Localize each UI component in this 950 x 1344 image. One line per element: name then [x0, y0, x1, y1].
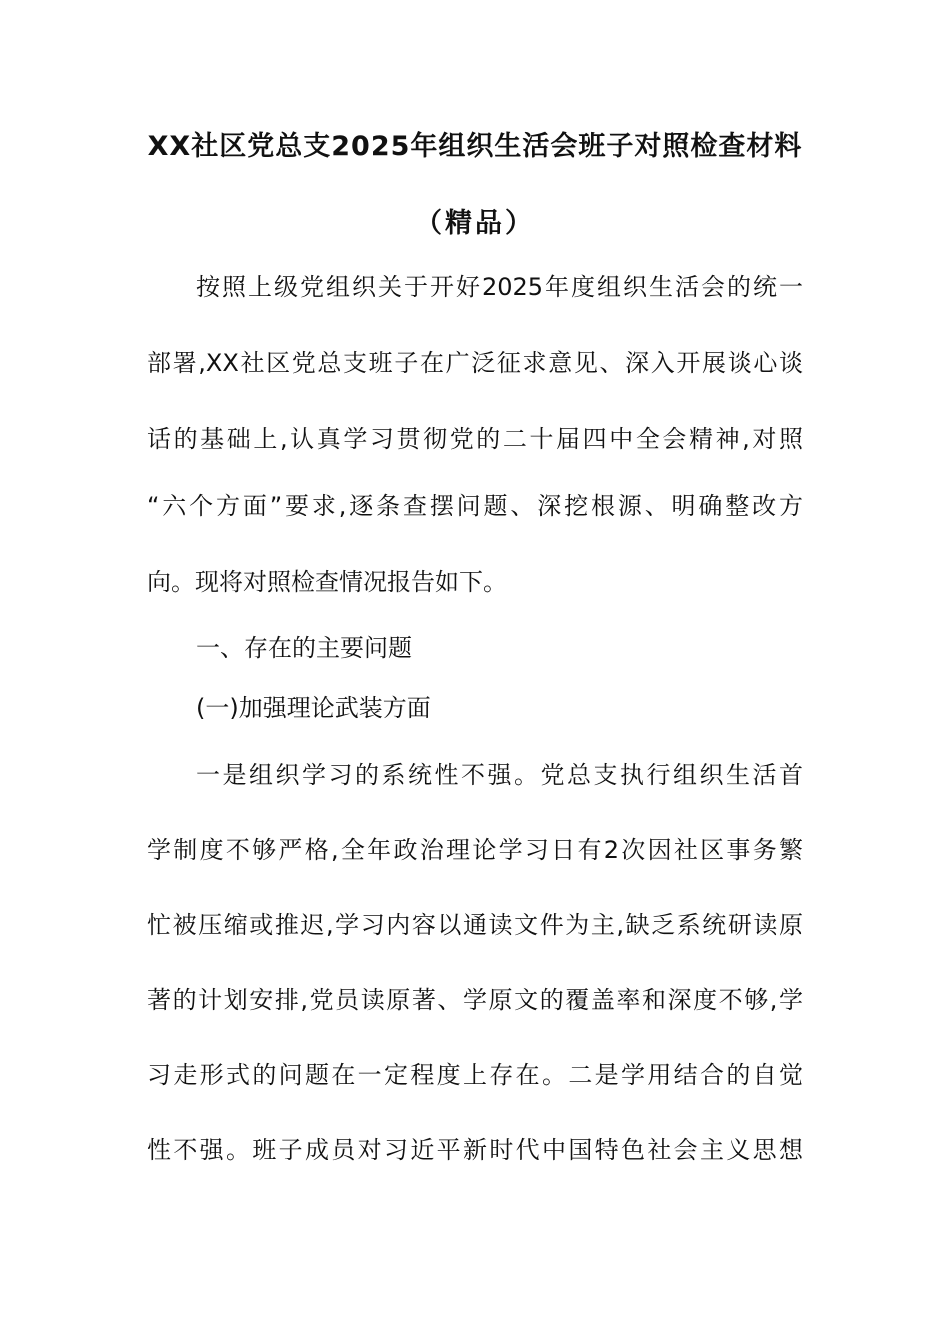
- paragraph-line: 忙被压缩或推迟,学习内容以通读文件为主,缺乏系统研读原: [147, 911, 803, 939]
- section-heading: 一、存在的主要问题: [196, 634, 412, 662]
- paragraph-line: 习走形式的问题在一定程度上存在。二是学用结合的自觉: [147, 1061, 803, 1089]
- document-subtitle: （精品）: [415, 208, 535, 239]
- subsection-heading: (一)加强理论武装方面: [196, 694, 431, 722]
- paragraph-line: 部署,XX社区党总支班子在广泛征求意见、深入开展谈心谈: [147, 349, 803, 377]
- paragraph-line: 按照上级党组织关于开好2025年度组织生活会的统一: [196, 273, 803, 301]
- paragraph-line: 著的计划安排,党员读原著、学原文的覆盖率和深度不够,学: [147, 986, 803, 1014]
- document-title: XX社区党总支2025年组织生活会班子对照检查材料: [147, 131, 803, 162]
- paragraph-line: 一是组织学习的系统性不强。党总支执行组织生活首: [196, 761, 803, 789]
- paragraph-line: 话的基础上,认真学习贯彻党的二十届四中全会精神,对照: [147, 425, 803, 453]
- paragraph-line: “六个方面”要求,逐条查摆问题、深挖根源、明确整改方: [147, 492, 803, 520]
- paragraph-line: 学制度不够严格,全年政治理论学习日有2次因社区事务繁: [147, 836, 803, 864]
- paragraph-line: 性不强。班子成员对习近平新时代中国特色社会主义思想: [147, 1136, 803, 1164]
- paragraph-line: 向。现将对照检查情况报告如下。: [147, 568, 507, 596]
